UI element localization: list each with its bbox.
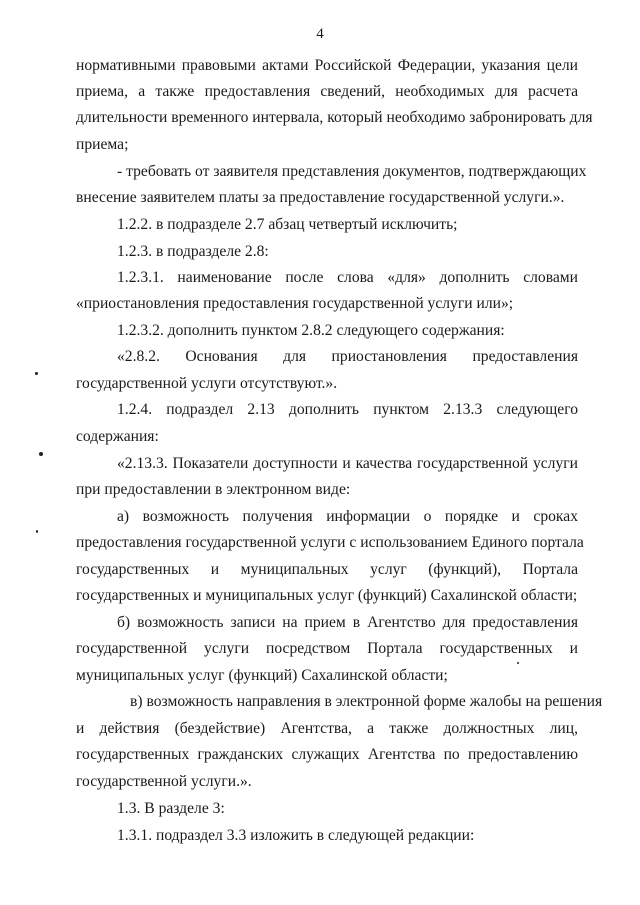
- text-line: «2.13.3. Показатели доступности и качества государственной услуги: [117, 455, 578, 472]
- text-line: государственных гражданских служащих Агентства по предоставлению: [76, 746, 578, 763]
- text-line: 1.2.2. в подразделе 2.7 абзац четвертый исключить;: [117, 216, 458, 233]
- text-line: 1.3.1. подраздел 3.3 изложить в следующей редакции:: [117, 827, 475, 844]
- text-line: предоставления государственной услуги с использованием Единого портала: [76, 534, 584, 551]
- scan-speck: [35, 372, 38, 375]
- text-line: государственной услуги отсутствуют.».: [76, 375, 338, 392]
- text-line: государственной услуги посредством Портала государственных и: [76, 640, 578, 657]
- text-line: при предоставлении в электронном виде:: [76, 481, 351, 498]
- text-line: и действия (бездействие) Агентства, а также должностных лиц,: [76, 720, 578, 737]
- text-line: государственных и муниципальных услуг (функций), Портала: [76, 561, 578, 578]
- text-line: 1.2.3.2. дополнить пунктом 2.8.2 следующего содержания:: [117, 322, 505, 339]
- text-line: в) возможность направления в электронной форме жалобы на решения: [130, 693, 603, 710]
- text-line: б) возможность записи на прием в Агентство для предоставления: [117, 614, 578, 631]
- text-line: 1.3. В разделе 3:: [117, 800, 225, 817]
- scan-speck: [36, 530, 38, 533]
- text-line: приема;: [76, 136, 129, 153]
- text-line: 1.2.3. в подразделе 2.8:: [117, 243, 269, 260]
- text-line: содержания:: [76, 428, 159, 445]
- text-line: внесение заявителем платы за предоставление государственной услуги.».: [76, 189, 565, 206]
- text-line: нормативными правовыми актами Российской Федерации, указания цели: [76, 57, 578, 74]
- text-line: длительности временного интервала, который необходимо забронировать для: [76, 109, 593, 126]
- text-line: - требовать от заявителя представления документов, подтверждающих: [117, 163, 587, 180]
- text-line: «приостановления предоставления государственной услуги или»;: [76, 295, 514, 312]
- text-line: а) возможность получения информации о порядке и сроках: [117, 508, 578, 525]
- page-number: 4: [316, 26, 324, 42]
- scan-speck: [39, 452, 43, 456]
- text-line: государственных и муниципальных услуг (функций) Сахалинской области;: [76, 587, 578, 604]
- text-line: государственной услуги.».: [76, 773, 252, 790]
- text-line: муниципальных услуг (функций) Сахалинской области;: [76, 667, 448, 684]
- text-line: «2.8.2. Основания для приостановления предоставления: [117, 348, 578, 365]
- scan-speck: [517, 662, 519, 664]
- text-line: 1.2.3.1. наименование после слова «для» дополнить словами: [117, 269, 578, 286]
- text-line: приема, а также предоставления сведений, необходимых для расчета: [76, 83, 578, 100]
- text-line: 1.2.4. подраздел 2.13 дополнить пунктом 2.13.3 следующего: [117, 401, 578, 418]
